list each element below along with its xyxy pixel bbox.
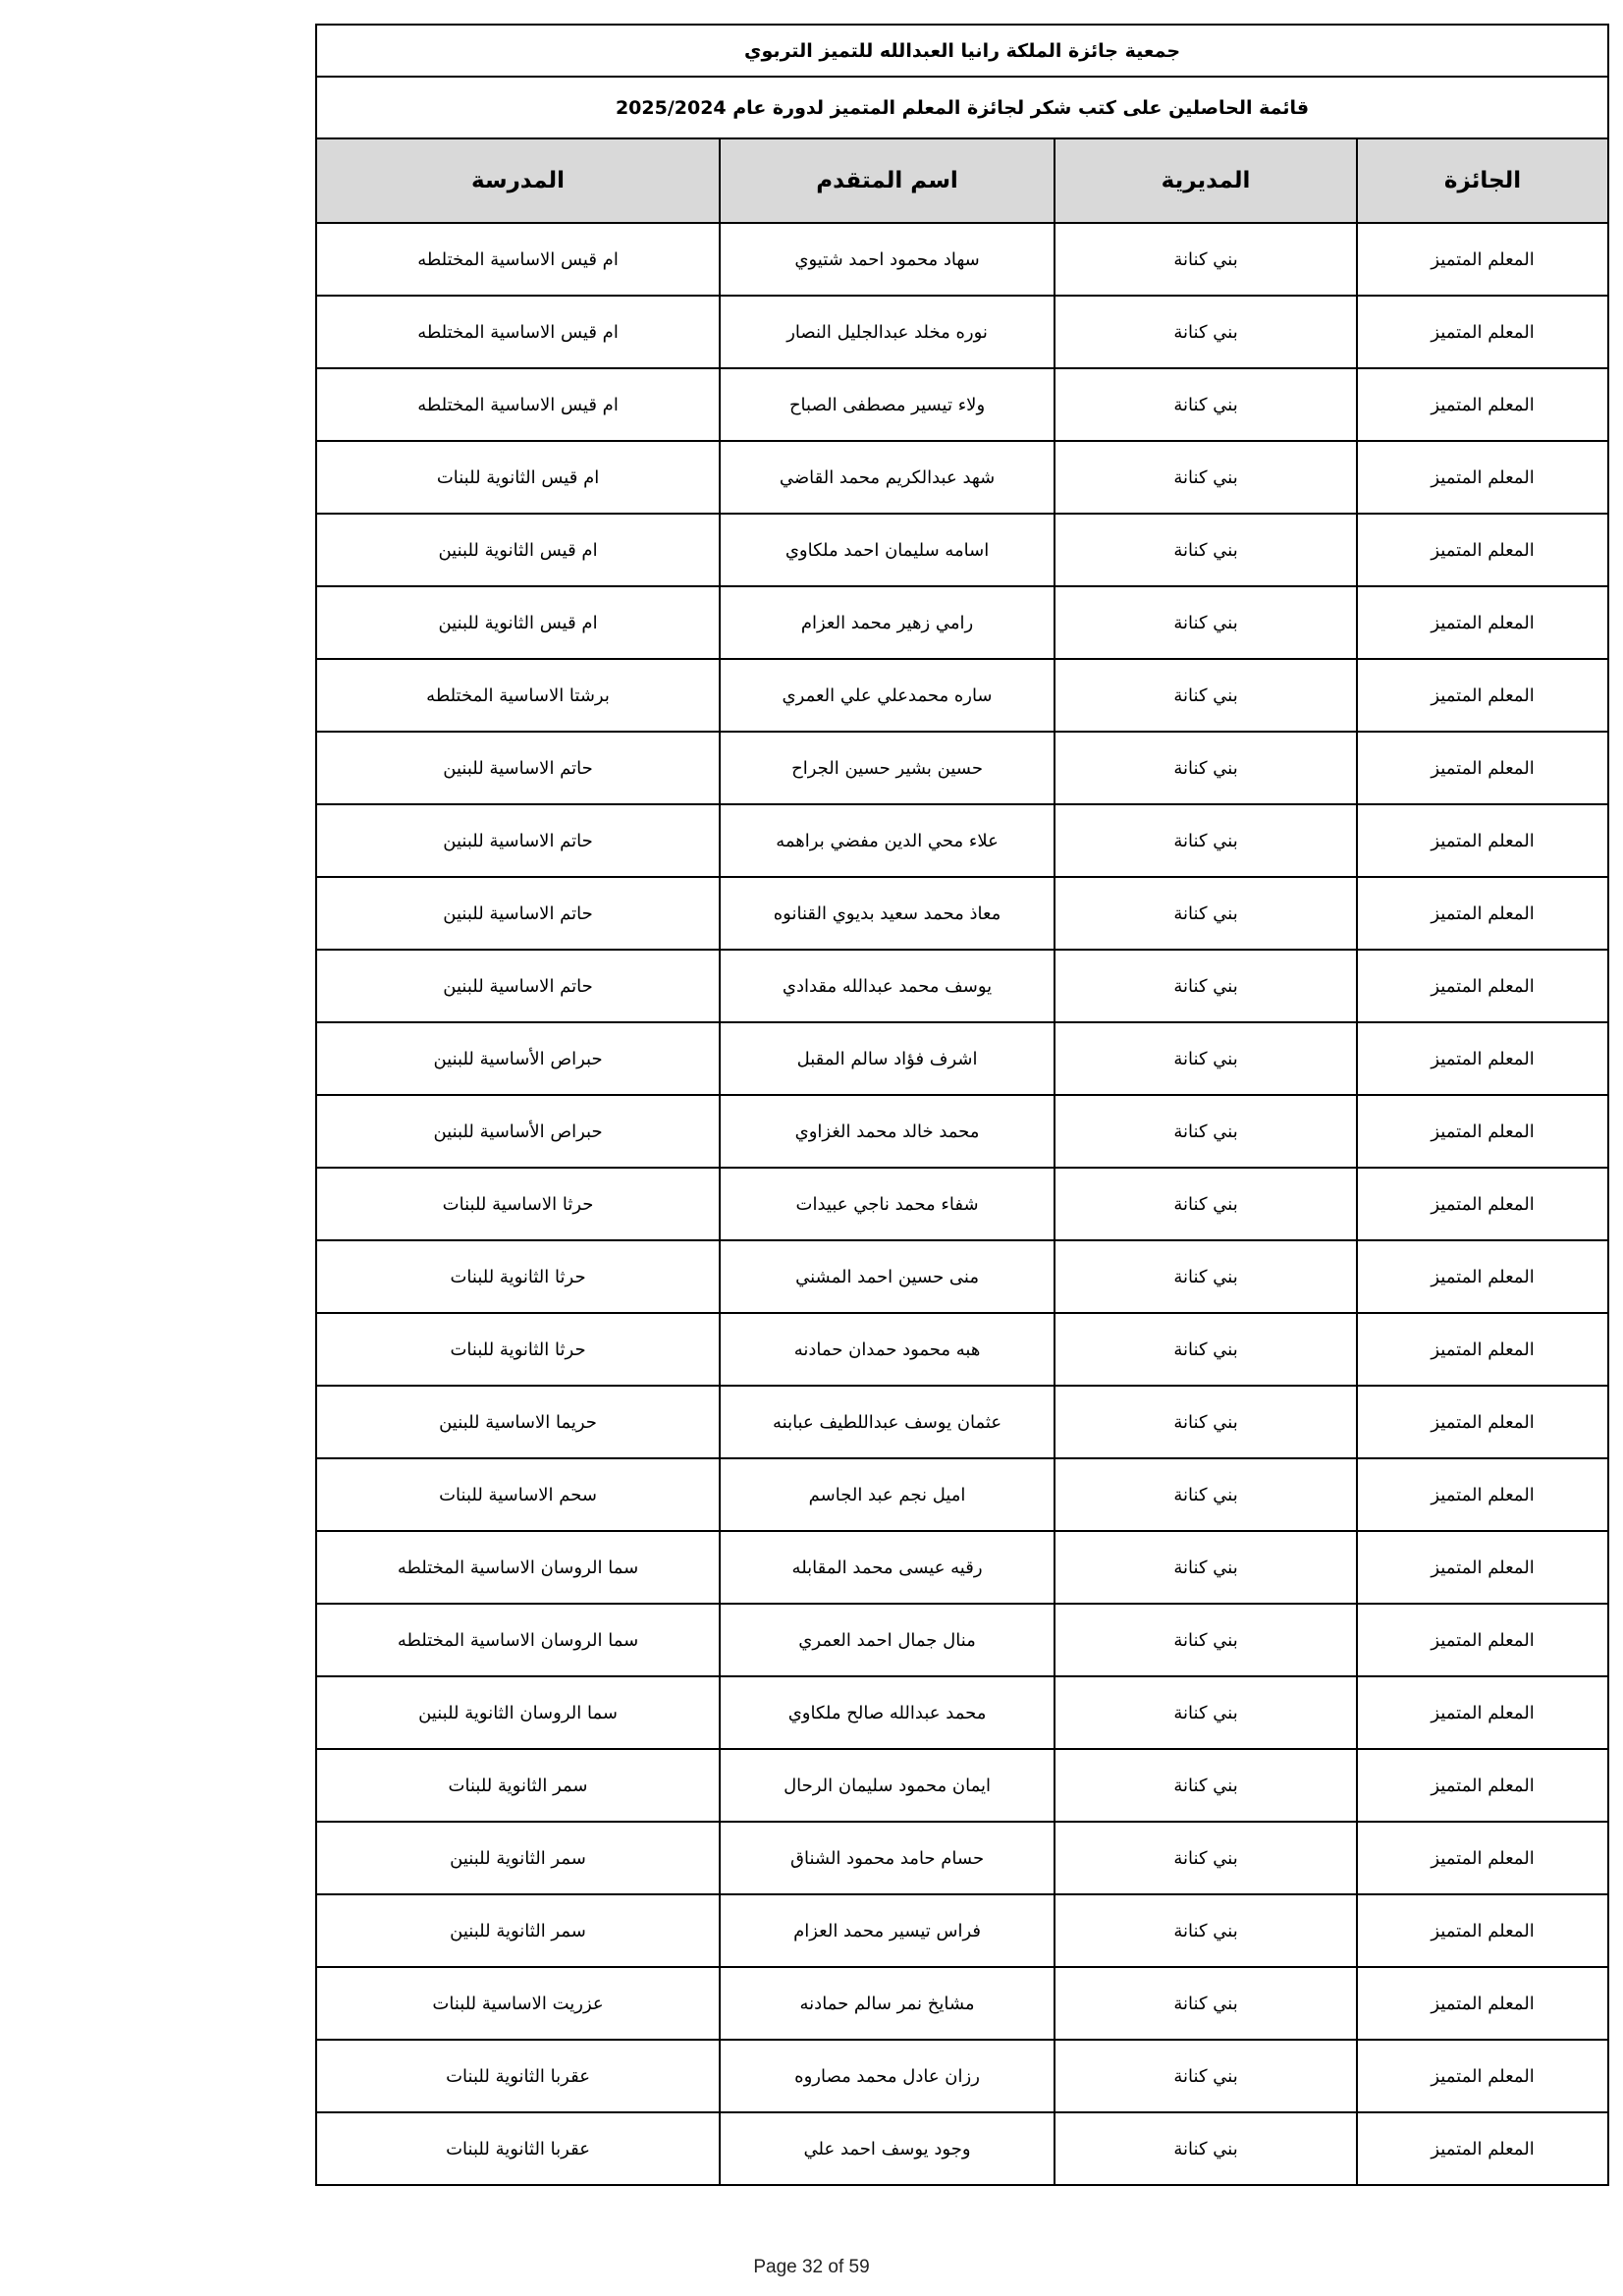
column-header-directorate: المديرية [1055, 138, 1357, 223]
table-row [316, 804, 1608, 877]
cell-directorate: بني كنانة [1055, 1386, 1357, 1458]
cell-award: المعلم المتميز [1357, 1022, 1608, 1095]
cell-directorate: بني كنانة [1055, 1313, 1357, 1386]
table-row [316, 1386, 1608, 1458]
cell-award: المعلم المتميز [1357, 659, 1608, 732]
cell-directorate: بني كنانة [1055, 1168, 1357, 1240]
table-row [316, 296, 1608, 368]
cell-name: اسامه سليمان احمد ملكاوي [720, 514, 1055, 586]
column-header-school: المدرسة [316, 138, 720, 223]
cell-school: حرثا الاساسية للبنات [316, 1168, 720, 1240]
column-header-award: الجائزة [1357, 138, 1608, 223]
cell-directorate: بني كنانة [1055, 950, 1357, 1022]
cell-name: مشايخ نمر سالم حمادنه [720, 1967, 1055, 2040]
cell-school: حاتم الاساسية للبنين [316, 804, 720, 877]
table-row [316, 368, 1608, 441]
cell-name: محمد عبدالله صالح ملكاوي [720, 1676, 1055, 1749]
cell-award: المعلم المتميز [1357, 2040, 1608, 2112]
cell-name: معاذ محمد سعيد بديوي القنانوه [720, 877, 1055, 950]
cell-name: رامي زهير محمد العزام [720, 586, 1055, 659]
cell-school: حاتم الاساسية للبنين [316, 732, 720, 804]
cell-name: سهاد محمود احمد شتيوي [720, 223, 1055, 296]
cell-name: هبه محمود حمدان حمادنه [720, 1313, 1055, 1386]
cell-award: المعلم المتميز [1357, 1458, 1608, 1531]
cell-school: سما الروسان الاساسية المختلطه [316, 1531, 720, 1604]
page-number: Page 32 of 59 [753, 2257, 870, 2277]
cell-award: المعلم المتميز [1357, 1604, 1608, 1676]
table-row [316, 1458, 1608, 1531]
cell-directorate: بني كنانة [1055, 1676, 1357, 1749]
title-row [316, 25, 1608, 77]
cell-directorate: بني كنانة [1055, 732, 1357, 804]
cell-school: سحم الاساسية للبنات [316, 1458, 720, 1531]
cell-school: حاتم الاساسية للبنين [316, 950, 720, 1022]
cell-school: عقربا الثانوية للبنات [316, 2112, 720, 2185]
cell-name: رزان عادل محمد مصاروه [720, 2040, 1055, 2112]
awardees-table [315, 24, 1609, 2186]
cell-award: المعلم المتميز [1357, 1676, 1608, 1749]
cell-award: المعلم المتميز [1357, 877, 1608, 950]
table-row [316, 2112, 1608, 2185]
cell-award: المعلم المتميز [1357, 1240, 1608, 1313]
table-row [316, 877, 1608, 950]
column-header-row [316, 138, 1608, 223]
cell-directorate: بني كنانة [1055, 1531, 1357, 1604]
cell-award: المعلم المتميز [1357, 1749, 1608, 1822]
table-row [316, 732, 1608, 804]
table-row [316, 950, 1608, 1022]
cell-award: المعلم المتميز [1357, 1313, 1608, 1386]
table-row [316, 586, 1608, 659]
cell-name: فراس تيسير محمد العزام [720, 1894, 1055, 1967]
cell-school: ام قيس الاساسية المختلطه [316, 368, 720, 441]
cell-award: المعلم المتميز [1357, 732, 1608, 804]
column-header-name: اسم المتقدم [720, 138, 1055, 223]
cell-school: عزريت الاساسية للبنات [316, 1967, 720, 2040]
cell-school: ام قيس الثانوية للبنين [316, 586, 720, 659]
table-row [316, 1822, 1608, 1894]
cell-school: ام قيس الاساسية المختلطه [316, 223, 720, 296]
cell-name: ولاء تيسير مصطفى الصباح [720, 368, 1055, 441]
cell-directorate: بني كنانة [1055, 2040, 1357, 2112]
cell-school: سما الروسان الاساسية المختلطه [316, 1604, 720, 1676]
cell-name: شفاء محمد ناجي عبيدات [720, 1168, 1055, 1240]
cell-directorate: بني كنانة [1055, 1749, 1357, 1822]
cell-name: شهد عبدالكريم محمد القاضي [720, 441, 1055, 514]
cell-directorate: بني كنانة [1055, 1604, 1357, 1676]
cell-award: المعلم المتميز [1357, 950, 1608, 1022]
cell-name: ساره محمدعلي علي العمري [720, 659, 1055, 732]
cell-school: برشتا الاساسية المختلطه [316, 659, 720, 732]
cell-directorate: بني كنانة [1055, 514, 1357, 586]
table-row [316, 1095, 1608, 1168]
cell-school: سمر الثانوية للبنين [316, 1822, 720, 1894]
table-body [316, 223, 1608, 2185]
cell-school: عقربا الثانوية للبنات [316, 2040, 720, 2112]
cell-directorate: بني كنانة [1055, 1240, 1357, 1313]
cell-directorate: بني كنانة [1055, 877, 1357, 950]
cell-directorate: بني كنانة [1055, 1894, 1357, 1967]
cell-name: يوسف محمد عبدالله مقدادي [720, 950, 1055, 1022]
cell-name: عثمان يوسف عبداللطيف عبابنه [720, 1386, 1055, 1458]
cell-directorate: بني كنانة [1055, 1458, 1357, 1531]
cell-award: المعلم المتميز [1357, 296, 1608, 368]
table-row [316, 1240, 1608, 1313]
table-row [316, 1894, 1608, 1967]
cell-directorate: بني كنانة [1055, 368, 1357, 441]
document-subtitle: قائمة الحاصلين على كتب شكر لجائزة المعلم المتميز لدورة عام 2025/2024 [316, 77, 1608, 138]
cell-directorate: بني كنانة [1055, 296, 1357, 368]
table-row [316, 1022, 1608, 1095]
cell-award: المعلم المتميز [1357, 368, 1608, 441]
cell-name: حسام حامد محمود الشناق [720, 1822, 1055, 1894]
cell-award: المعلم المتميز [1357, 1967, 1608, 2040]
table-row [316, 441, 1608, 514]
cell-school: سمر الثانوية للبنين [316, 1894, 720, 1967]
cell-directorate: بني كنانة [1055, 2112, 1357, 2185]
cell-directorate: بني كنانة [1055, 1095, 1357, 1168]
cell-school: حبراص الأساسية للبنين [316, 1022, 720, 1095]
cell-name: محمد خالد محمد الغزاوي [720, 1095, 1055, 1168]
table-row [316, 1749, 1608, 1822]
cell-name: نوره مخلد عبدالجليل النصار [720, 296, 1055, 368]
cell-school: حرثا الثانوية للبنات [316, 1313, 720, 1386]
cell-directorate: بني كنانة [1055, 223, 1357, 296]
cell-name: حسين بشير حسين الجراح [720, 732, 1055, 804]
cell-directorate: بني كنانة [1055, 1822, 1357, 1894]
cell-directorate: بني كنانة [1055, 1967, 1357, 2040]
cell-directorate: بني كنانة [1055, 586, 1357, 659]
table-row [316, 1531, 1608, 1604]
cell-school: ام قيس الثانوية للبنين [316, 514, 720, 586]
cell-award: المعلم المتميز [1357, 1894, 1608, 1967]
table-row [316, 1676, 1608, 1749]
cell-school: سمر الثانوية للبنات [316, 1749, 720, 1822]
cell-directorate: بني كنانة [1055, 659, 1357, 732]
cell-school: حبراص الأساسية للبنين [316, 1095, 720, 1168]
cell-name: علاء محي الدين مفضي براهمه [720, 804, 1055, 877]
cell-award: المعلم المتميز [1357, 441, 1608, 514]
document-sheet [315, 24, 1607, 2186]
cell-name: اشرف فؤاد سالم المقبل [720, 1022, 1055, 1095]
table-row [316, 1168, 1608, 1240]
cell-award: المعلم المتميز [1357, 1095, 1608, 1168]
table-row [316, 223, 1608, 296]
table-row [316, 2040, 1608, 2112]
cell-school: ام قيس الثانوية للبنات [316, 441, 720, 514]
cell-directorate: بني كنانة [1055, 804, 1357, 877]
cell-award: المعلم المتميز [1357, 514, 1608, 586]
cell-name: وجود يوسف احمد علي [720, 2112, 1055, 2185]
cell-school: سما الروسان الثانوية للبنين [316, 1676, 720, 1749]
cell-name: منى حسين احمد المشني [720, 1240, 1055, 1313]
cell-award: المعلم المتميز [1357, 1531, 1608, 1604]
cell-school: حرثا الثانوية للبنات [316, 1240, 720, 1313]
cell-school: حاتم الاساسية للبنين [316, 877, 720, 950]
cell-directorate: بني كنانة [1055, 1022, 1357, 1095]
cell-award: المعلم المتميز [1357, 1168, 1608, 1240]
cell-award: المعلم المتميز [1357, 804, 1608, 877]
cell-award: المعلم المتميز [1357, 586, 1608, 659]
cell-award: المعلم المتميز [1357, 2112, 1608, 2185]
subtitle-row [316, 77, 1608, 138]
cell-name: رقيه عيسى محمد المقابله [720, 1531, 1055, 1604]
cell-award: المعلم المتميز [1357, 1386, 1608, 1458]
table-row [316, 514, 1608, 586]
cell-award: المعلم المتميز [1357, 223, 1608, 296]
table-row [316, 1967, 1608, 2040]
cell-award: المعلم المتميز [1357, 1822, 1608, 1894]
cell-name: اميل نجم عبد الجاسم [720, 1458, 1055, 1531]
cell-school: ام قيس الاساسية المختلطه [316, 296, 720, 368]
table-row [316, 1313, 1608, 1386]
document-title: جمعية جائزة الملكة رانيا العبدالله للتميز التربوي [316, 25, 1608, 77]
table-row [316, 659, 1608, 732]
cell-name: منال جمال احمد العمري [720, 1604, 1055, 1676]
cell-directorate: بني كنانة [1055, 441, 1357, 514]
cell-name: ايمان محمود سليمان الرحال [720, 1749, 1055, 1822]
cell-school: حريما الاساسية للبنين [316, 1386, 720, 1458]
table-row [316, 1604, 1608, 1676]
